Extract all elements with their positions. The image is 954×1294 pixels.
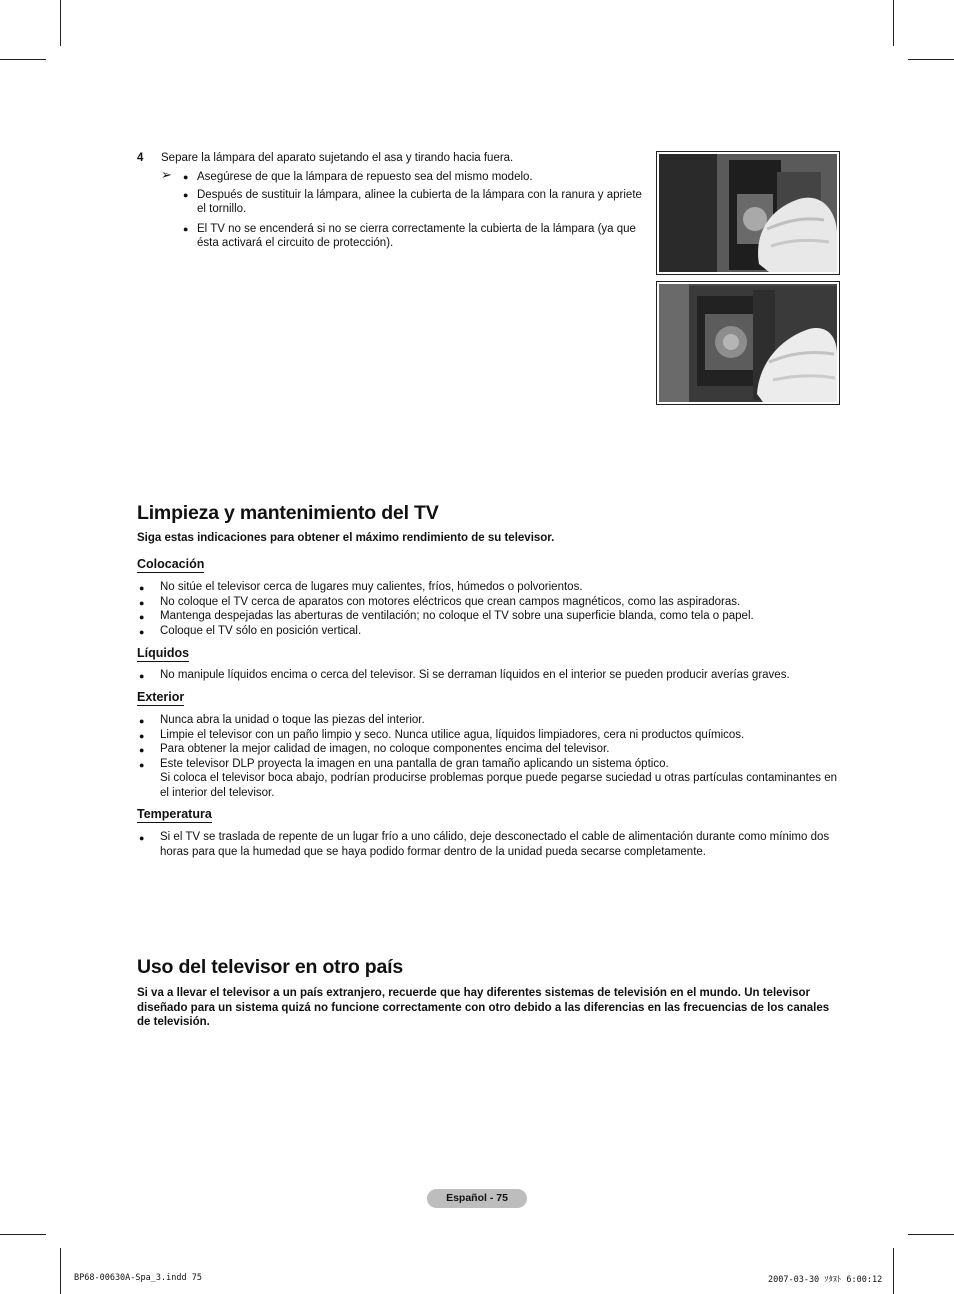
list-item: ● Si el TV se traslada de repente de un lugar frío a uno cálido, deje desconectado el cable de alimentación durante como mínimo dos horas para que la humedad que se haya podido formar dentro de la unidad pueda secarse completamente.: [139, 831, 830, 858]
list-item: ● Este televisor DLP proyecta la imagen en una pantalla de gran tamaño aplicando un sistema óptico.: [137, 757, 842, 772]
section-lead-cleaning: Siga estas indicaciones para obtener el máximo rendimiento de su televisor.: [137, 532, 555, 544]
crop-mark: [60, 0, 61, 46]
bullet-icon: ●: [139, 759, 145, 770]
subsection-title-placement: Colocación: [137, 557, 205, 571]
step-text: Separe la lámpara del aparato sujetando el asa y tirando hacia fuera.: [161, 152, 514, 164]
exterior-list: [137, 713, 842, 800]
section-title-abroad: Uso del televisor en otro país: [137, 956, 403, 978]
section-lead-abroad: Si va a llevar el televisor a un país extranjero, recuerde que hay diferentes sistemas de televisión en el mundo. Un televisor diseñado para un sistema quizá no funcione correctamente con otro debido a las diferencias en las frecuencias de los canales de televisión.: [137, 987, 830, 1028]
crop-mark: [0, 59, 46, 60]
temperature-list: [137, 830, 842, 859]
bullet-icon: ●: [183, 190, 189, 200]
bullet-icon: ●: [139, 612, 145, 622]
subsection-title-exterior: Exterior: [137, 690, 185, 704]
list-item: ● Para obtener la mejor calidad de imagen, no coloque componentes encima del televisor.: [137, 742, 842, 757]
list-item: ● No coloque el TV cerca de aparatos con motores eléctricos que crean campos magnéticos, como las aspiradoras.: [137, 595, 842, 610]
step-number: 4: [137, 152, 144, 164]
list-item: ● No sitúe el televisor cerca de lugares muy calientes, fríos, húmedos o polvorientos.: [137, 580, 842, 595]
page-number-badge: Español - 75: [427, 1189, 527, 1208]
bullet-icon: ●: [139, 716, 145, 726]
bullet-icon: ●: [139, 597, 145, 608]
crop-mark: [908, 1234, 954, 1235]
bullet-icon: ●: [183, 224, 189, 234]
subsection-title-liquids: Líquidos: [137, 646, 190, 660]
bullet-icon: ●: [139, 626, 145, 637]
bullet-icon: ●: [139, 833, 145, 843]
lamp-removal-photo-1: [656, 151, 840, 275]
crop-mark: [0, 1234, 46, 1235]
bullet-icon: ●: [139, 583, 145, 593]
bullet-icon: ●: [139, 671, 145, 681]
section-title-cleaning: Limpieza y mantenimiento del TV: [137, 502, 439, 524]
crop-mark: [908, 59, 954, 60]
list-item-continuation: Si coloca el televisor boca abajo, podrían producirse problemas porque puede pegarse suciedad u otras partículas contaminantes en el interior del televisor.: [160, 772, 838, 799]
lamp-removal-photo-2: [656, 281, 840, 405]
note-item: ● El TV no se encenderá si no se cierra correctamente la cubierta de la lámpara (ya que ésta activará el circuito de protección).: [183, 223, 636, 249]
list-item: ● Nunca abra la unidad o toque las piezas del interior.: [137, 713, 842, 728]
bullet-icon: ●: [139, 745, 145, 755]
note-list: [183, 170, 649, 254]
lamp-photo-1-image: [659, 154, 837, 272]
bullet-icon: ●: [183, 172, 189, 182]
crop-mark: [60, 1248, 61, 1294]
footer-file-info: BP68-00630A-Spa_3.indd 75: [74, 1273, 202, 1283]
list-item: ● Limpie el televisor con un paño limpio y seco. Nunca utilice agua, líquidos limpiadores, cera ni productos químicos.: [137, 728, 842, 743]
subsection-title-temperature: Temperatura: [137, 807, 212, 821]
note-item: ● Después de sustituir la lámpara, alinee la cubierta de la lámpara con la ranura y apriete el tornillo.: [183, 189, 642, 215]
liquids-list: [137, 668, 842, 683]
bullet-icon: ●: [139, 730, 145, 741]
footer-date-info: 2007-03-30 ｿﾀﾇﾄ 6:00:12: [768, 1275, 883, 1285]
crop-mark: [893, 1248, 894, 1294]
note-arrow-icon: ➢: [161, 167, 172, 182]
list-item: ● Mantenga despejadas las aberturas de ventilación; no coloque el TV sobre una superficie blanda, como tela o papel.: [137, 609, 842, 624]
placement-list: [137, 580, 842, 638]
crop-mark: [893, 0, 894, 46]
lamp-photo-2-image: [659, 284, 837, 402]
list-item: ● Coloque el TV sólo en posición vertical.: [137, 624, 842, 639]
list-item: ● No manipule líquidos encima o cerca del televisor. Si se derraman líquidos en el interior se pueden producir averías graves.: [137, 668, 842, 683]
note-item: ● Asegúrese de que la lámpara de repuesto sea del mismo modelo.: [183, 171, 533, 183]
